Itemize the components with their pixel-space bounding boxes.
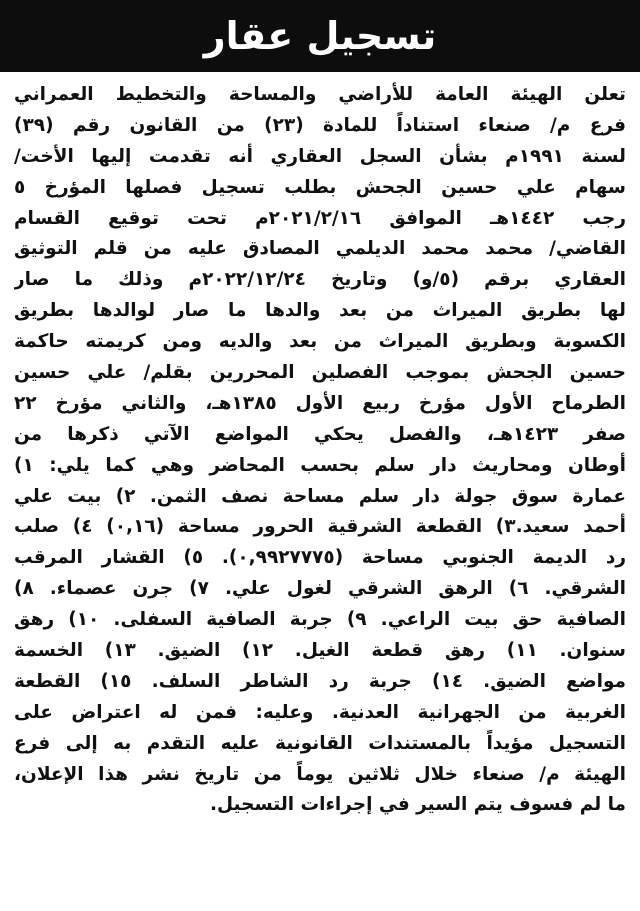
notice-line: سنوان. ١١) رهق قطعة الغيل. ١٢) الضيق. ١٣) الخسمة xyxy=(14,640,626,662)
notice-line: العقاري برقم (٥/و) وتاريخ ٢٠٢٢/١٢/٢٤م وذلك ما صار xyxy=(14,269,626,291)
notice-line: الصافية حق بيت الراعي. ٩) جربة الصافية السفلى. ١٠) رهق xyxy=(14,609,626,631)
notice-line: لسنة ١٩٩١م بشأن السجل العقاري أنه تقدمت إليها الأخت/ xyxy=(14,145,626,167)
notice-line: رجب ١٤٤٢هـ الموافق ٢٠٢١/٢/١٦م تحت توقيع القسام xyxy=(14,207,626,229)
notice-line: تعلن الهيئة العامة للأراضي والمساحة والتخطيط العمراني xyxy=(14,84,626,105)
notice-line: أحمد سعيد.٣) القطعة الشرقية الحرور مساحة (٠,١٦) ٤) صلب xyxy=(14,516,626,538)
notice-title: تسجيل عقار xyxy=(203,14,437,58)
notice-line: أوطان ومحاريث دار سلم بحسب المحاضر وهي كما يلي: ١) xyxy=(14,454,626,476)
notice-line: الهيئة م/ صنعاء خلال ثلاثين يوماً من تاريخ نشر هذا الإعلان، xyxy=(14,763,626,785)
notice-line: صفر ١٤٢٣هـ، والفصل يحكي المواضع الآتي ذكرها من xyxy=(14,423,626,445)
notice-line: الطرماح الأول مؤرخ ربيع الأول ١٣٨٥هـ، والثاني مؤرخ ٢٢ xyxy=(14,392,626,414)
notice-line: الشرقي. ٦) الرهق الشرقي لغول علي. ٧) جرن عصماء. ٨) xyxy=(14,578,626,600)
notice-line: الغربية من الجهرانية العدنية. وعليه: فمن له اعتراض على xyxy=(14,701,626,723)
header-bar xyxy=(0,0,640,72)
notice-line: عمارة سوق جولة دار سلم مساحة نصف الثمن. ٢) بيت علي xyxy=(14,485,626,507)
notice-body xyxy=(14,80,626,906)
notice-line: لها بطريق الميراث من بعد والدها ما صار لوالدها بطريق xyxy=(14,300,626,322)
notice-line: القاضي/ محمد محمد الديلمي المصادق عليه من قلم التوثيق xyxy=(14,238,626,260)
notice-line: التسجيل مؤيداً بالمستندات القانونية عليه التقدم به إلى فرع xyxy=(14,732,626,754)
notice-line: رد الديمة الجنوبي مساحة (٠,٩٩٢٧٧٧٥). ٥) القشار المرقب xyxy=(14,547,626,569)
notice-line: مواضع الضيق. ١٤) جربة رد الشاطر السلف. ١٥) القطعة xyxy=(14,670,626,692)
notice-line: فرع م/ صنعاء استناداً للمادة (٢٣) من القانون رقم (٣٩) xyxy=(14,114,626,136)
notice-line: ما لم فسوف يتم السير في إجراءات التسجيل. xyxy=(210,794,626,816)
notice-line: سهام علي حسين الجحش بطلب تسجيل فصلها المؤرخ ٥ xyxy=(14,176,626,198)
notice-line: الكسوبة وبطريق الميراث من بعد والديه ومن كريمته حاكمة xyxy=(14,331,626,353)
notice-line: حسين الجحش بموجب الفصلين المحررين بقلم/ علي حسين xyxy=(14,362,626,384)
